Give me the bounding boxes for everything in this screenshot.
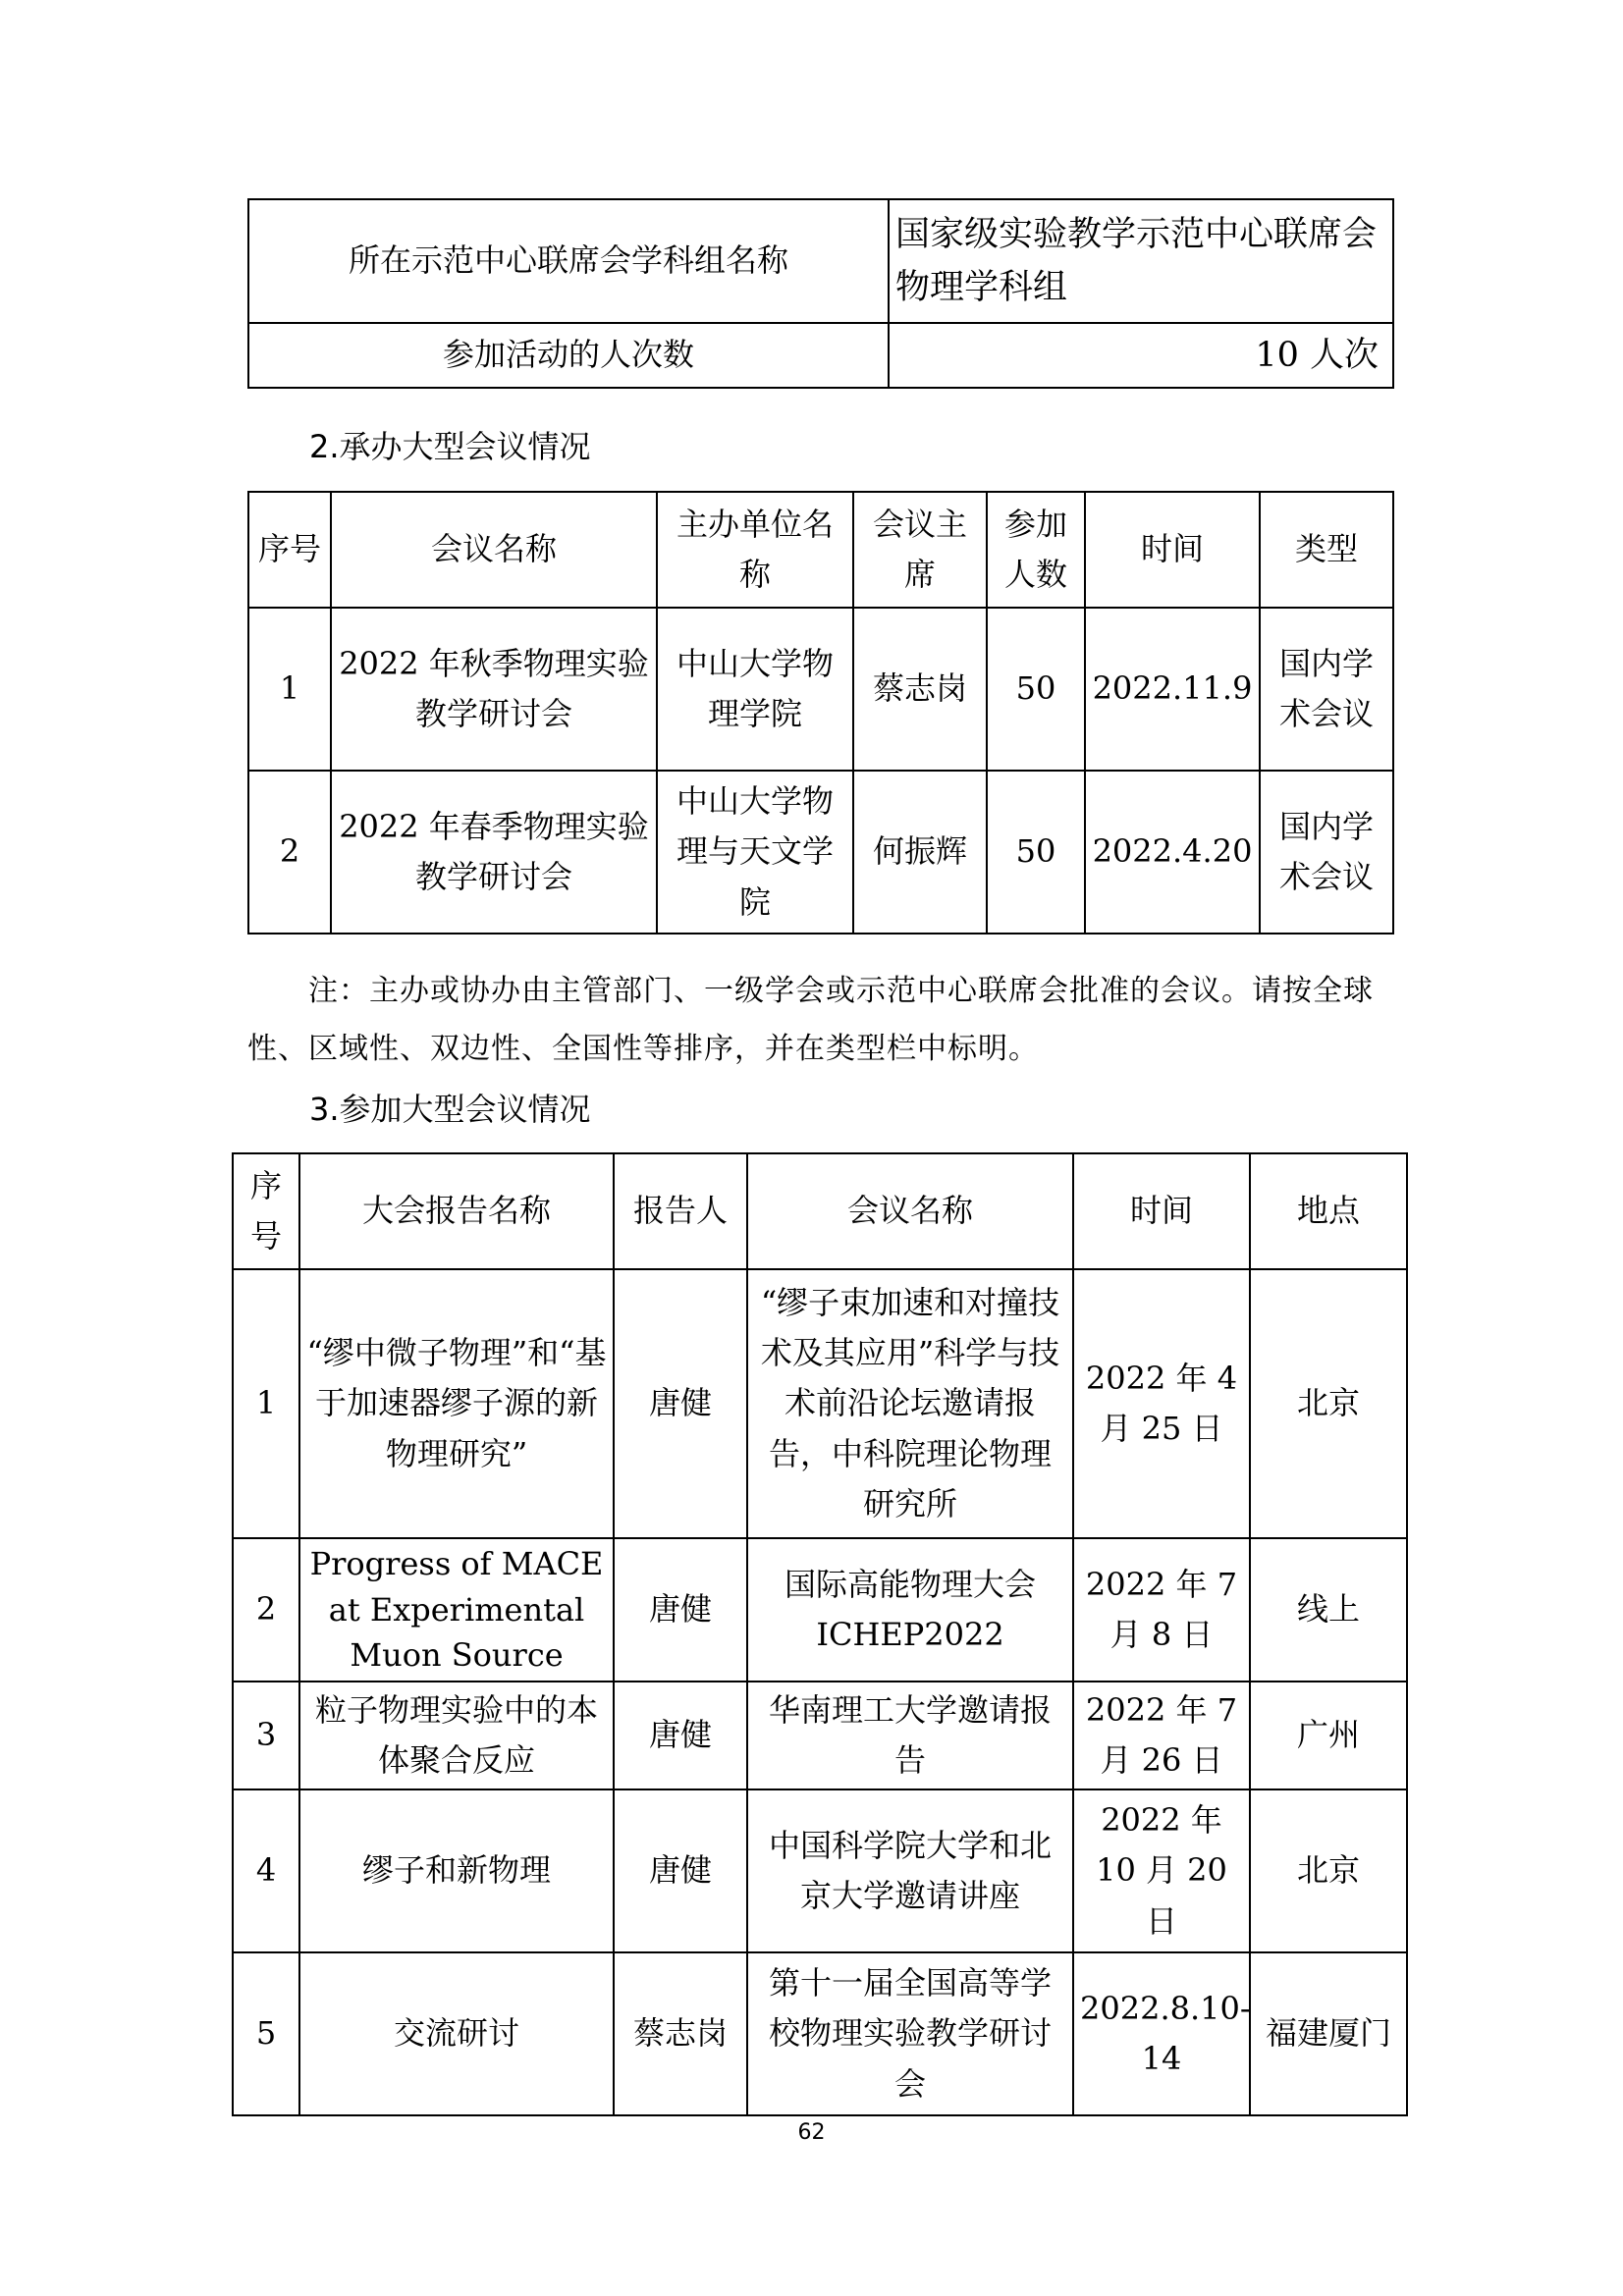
header-chair: 会议主席 <box>853 492 987 608</box>
cell-time: 2022.11.9 <box>1085 608 1260 771</box>
header-speaker: 报告人 <box>614 1153 747 1269</box>
cell-meeting-name: “缪子束加速和对撞技术及其应用”科学与技术前沿论坛邀请报告，中科院理论物理研究所 <box>747 1269 1073 1538</box>
table-row <box>233 1952 1407 2115</box>
note-text: 注：主办或协办由主管部门、一级学会或示范中心联席会批准的会议。请按全球性、区域性、双边性、全国性等排序，并在类型栏中标明。 <box>247 974 1374 1066</box>
hosted-meetings-table <box>247 491 1394 934</box>
cell-no: 2 <box>248 771 331 934</box>
cell-chair: 蔡志岗 <box>853 608 987 771</box>
cell-no: 1 <box>233 1269 299 1538</box>
cell-chair: 何振辉 <box>853 771 987 934</box>
header-place: 地点 <box>1250 1153 1407 1269</box>
table-header-row <box>248 492 1393 608</box>
header-type: 类型 <box>1260 492 1393 608</box>
cell-meeting-name: 2022 年春季物理实验教学研讨会 <box>331 771 657 934</box>
cell-type: 国内学术会议 <box>1260 608 1393 771</box>
cell-speaker: 唐健 <box>614 1682 747 1789</box>
cell-place: 北京 <box>1250 1789 1407 1952</box>
header-meeting-name: 会议名称 <box>747 1153 1073 1269</box>
cell-report-title: 交流研讨 <box>299 1952 614 2115</box>
cell-meeting-name: 国际高能物理大会 ICHEP2022 <box>747 1538 1073 1682</box>
cell-report-title: 粒子物理实验中的本体聚合反应 <box>299 1682 614 1789</box>
cell-time: 2022.4.20 <box>1085 771 1260 934</box>
table-row <box>233 1538 1407 1682</box>
center-name-label: 所在示范中心联席会学科组名称 <box>248 199 889 323</box>
cell-speaker: 蔡志岗 <box>614 1952 747 2115</box>
cell-meeting-name: 华南理工大学邀请报告 <box>747 1682 1073 1789</box>
center-info-table <box>247 198 1394 389</box>
cell-place: 北京 <box>1250 1269 1407 1538</box>
cell-count: 50 <box>987 608 1085 771</box>
cell-no: 2 <box>233 1538 299 1682</box>
cell-speaker: 唐健 <box>614 1538 747 1682</box>
table-row <box>233 1682 1407 1789</box>
table-row <box>248 608 1393 771</box>
table-row <box>233 1269 1407 1538</box>
header-time: 时间 <box>1085 492 1260 608</box>
cell-meeting-name: 中国科学院大学和北京大学邀请讲座 <box>747 1789 1073 1952</box>
cell-no: 3 <box>233 1682 299 1789</box>
cell-meeting-name: 第十一届全国高等学校物理实验教学研讨会 <box>747 1952 1073 2115</box>
header-count: 参加人数 <box>987 492 1085 608</box>
cell-report-title: 缪子和新物理 <box>299 1789 614 1952</box>
cell-time: 2022 年 10 月 20 日 <box>1073 1789 1250 1952</box>
table-row <box>248 199 1393 323</box>
header-no: 序号 <box>233 1153 299 1269</box>
table-row <box>248 771 1393 934</box>
header-time: 时间 <box>1073 1153 1250 1269</box>
cell-place: 福建厦门 <box>1250 1952 1407 2115</box>
cell-speaker: 唐健 <box>614 1269 747 1538</box>
header-meeting-name: 会议名称 <box>331 492 657 608</box>
cell-count: 50 <box>987 771 1085 934</box>
cell-type: 国内学术会议 <box>1260 771 1393 934</box>
center-name-value: 国家级实验教学示范中心联席会物理学科组 <box>889 199 1393 323</box>
cell-no: 5 <box>233 1952 299 2115</box>
cell-time: 2022 年 7 月 26 日 <box>1073 1682 1250 1789</box>
header-organizer: 主办单位名称 <box>657 492 853 608</box>
cell-time: 2022 年 7 月 8 日 <box>1073 1538 1250 1682</box>
cell-no: 4 <box>233 1789 299 1952</box>
cell-organizer: 中山大学物理与天文学院 <box>657 771 853 934</box>
table-row <box>248 323 1393 388</box>
attended-meetings-table <box>232 1152 1408 2116</box>
cell-place: 广州 <box>1250 1682 1407 1789</box>
page-number: 62 <box>797 2120 826 2145</box>
cell-organizer: 中山大学物理学院 <box>657 608 853 771</box>
cell-place: 线上 <box>1250 1538 1407 1682</box>
cell-report-title: “缪中微子物理”和“基于加速器缪子源的新物理研究” <box>299 1269 614 1538</box>
header-report-title: 大会报告名称 <box>299 1153 614 1269</box>
section2-heading: 2.承办大型会议情况 <box>309 428 591 465</box>
cell-no: 1 <box>248 608 331 771</box>
table-header-row <box>233 1153 1407 1269</box>
cell-meeting-name: 2022 年秋季物理实验教学研讨会 <box>331 608 657 771</box>
participant-count-label: 参加活动的人次数 <box>248 323 889 388</box>
participant-count-value: 10 人次 <box>889 323 1393 388</box>
cell-report-title: Progress of MACE at Experimental Muon Source <box>299 1538 614 1682</box>
cell-speaker: 唐健 <box>614 1789 747 1952</box>
cell-time: 2022.8.10-14 <box>1073 1952 1250 2115</box>
section3-heading: 3.参加大型会议情况 <box>309 1091 591 1128</box>
header-no: 序号 <box>248 492 331 608</box>
table-row <box>233 1789 1407 1952</box>
cell-time: 2022 年 4 月 25 日 <box>1073 1269 1250 1538</box>
